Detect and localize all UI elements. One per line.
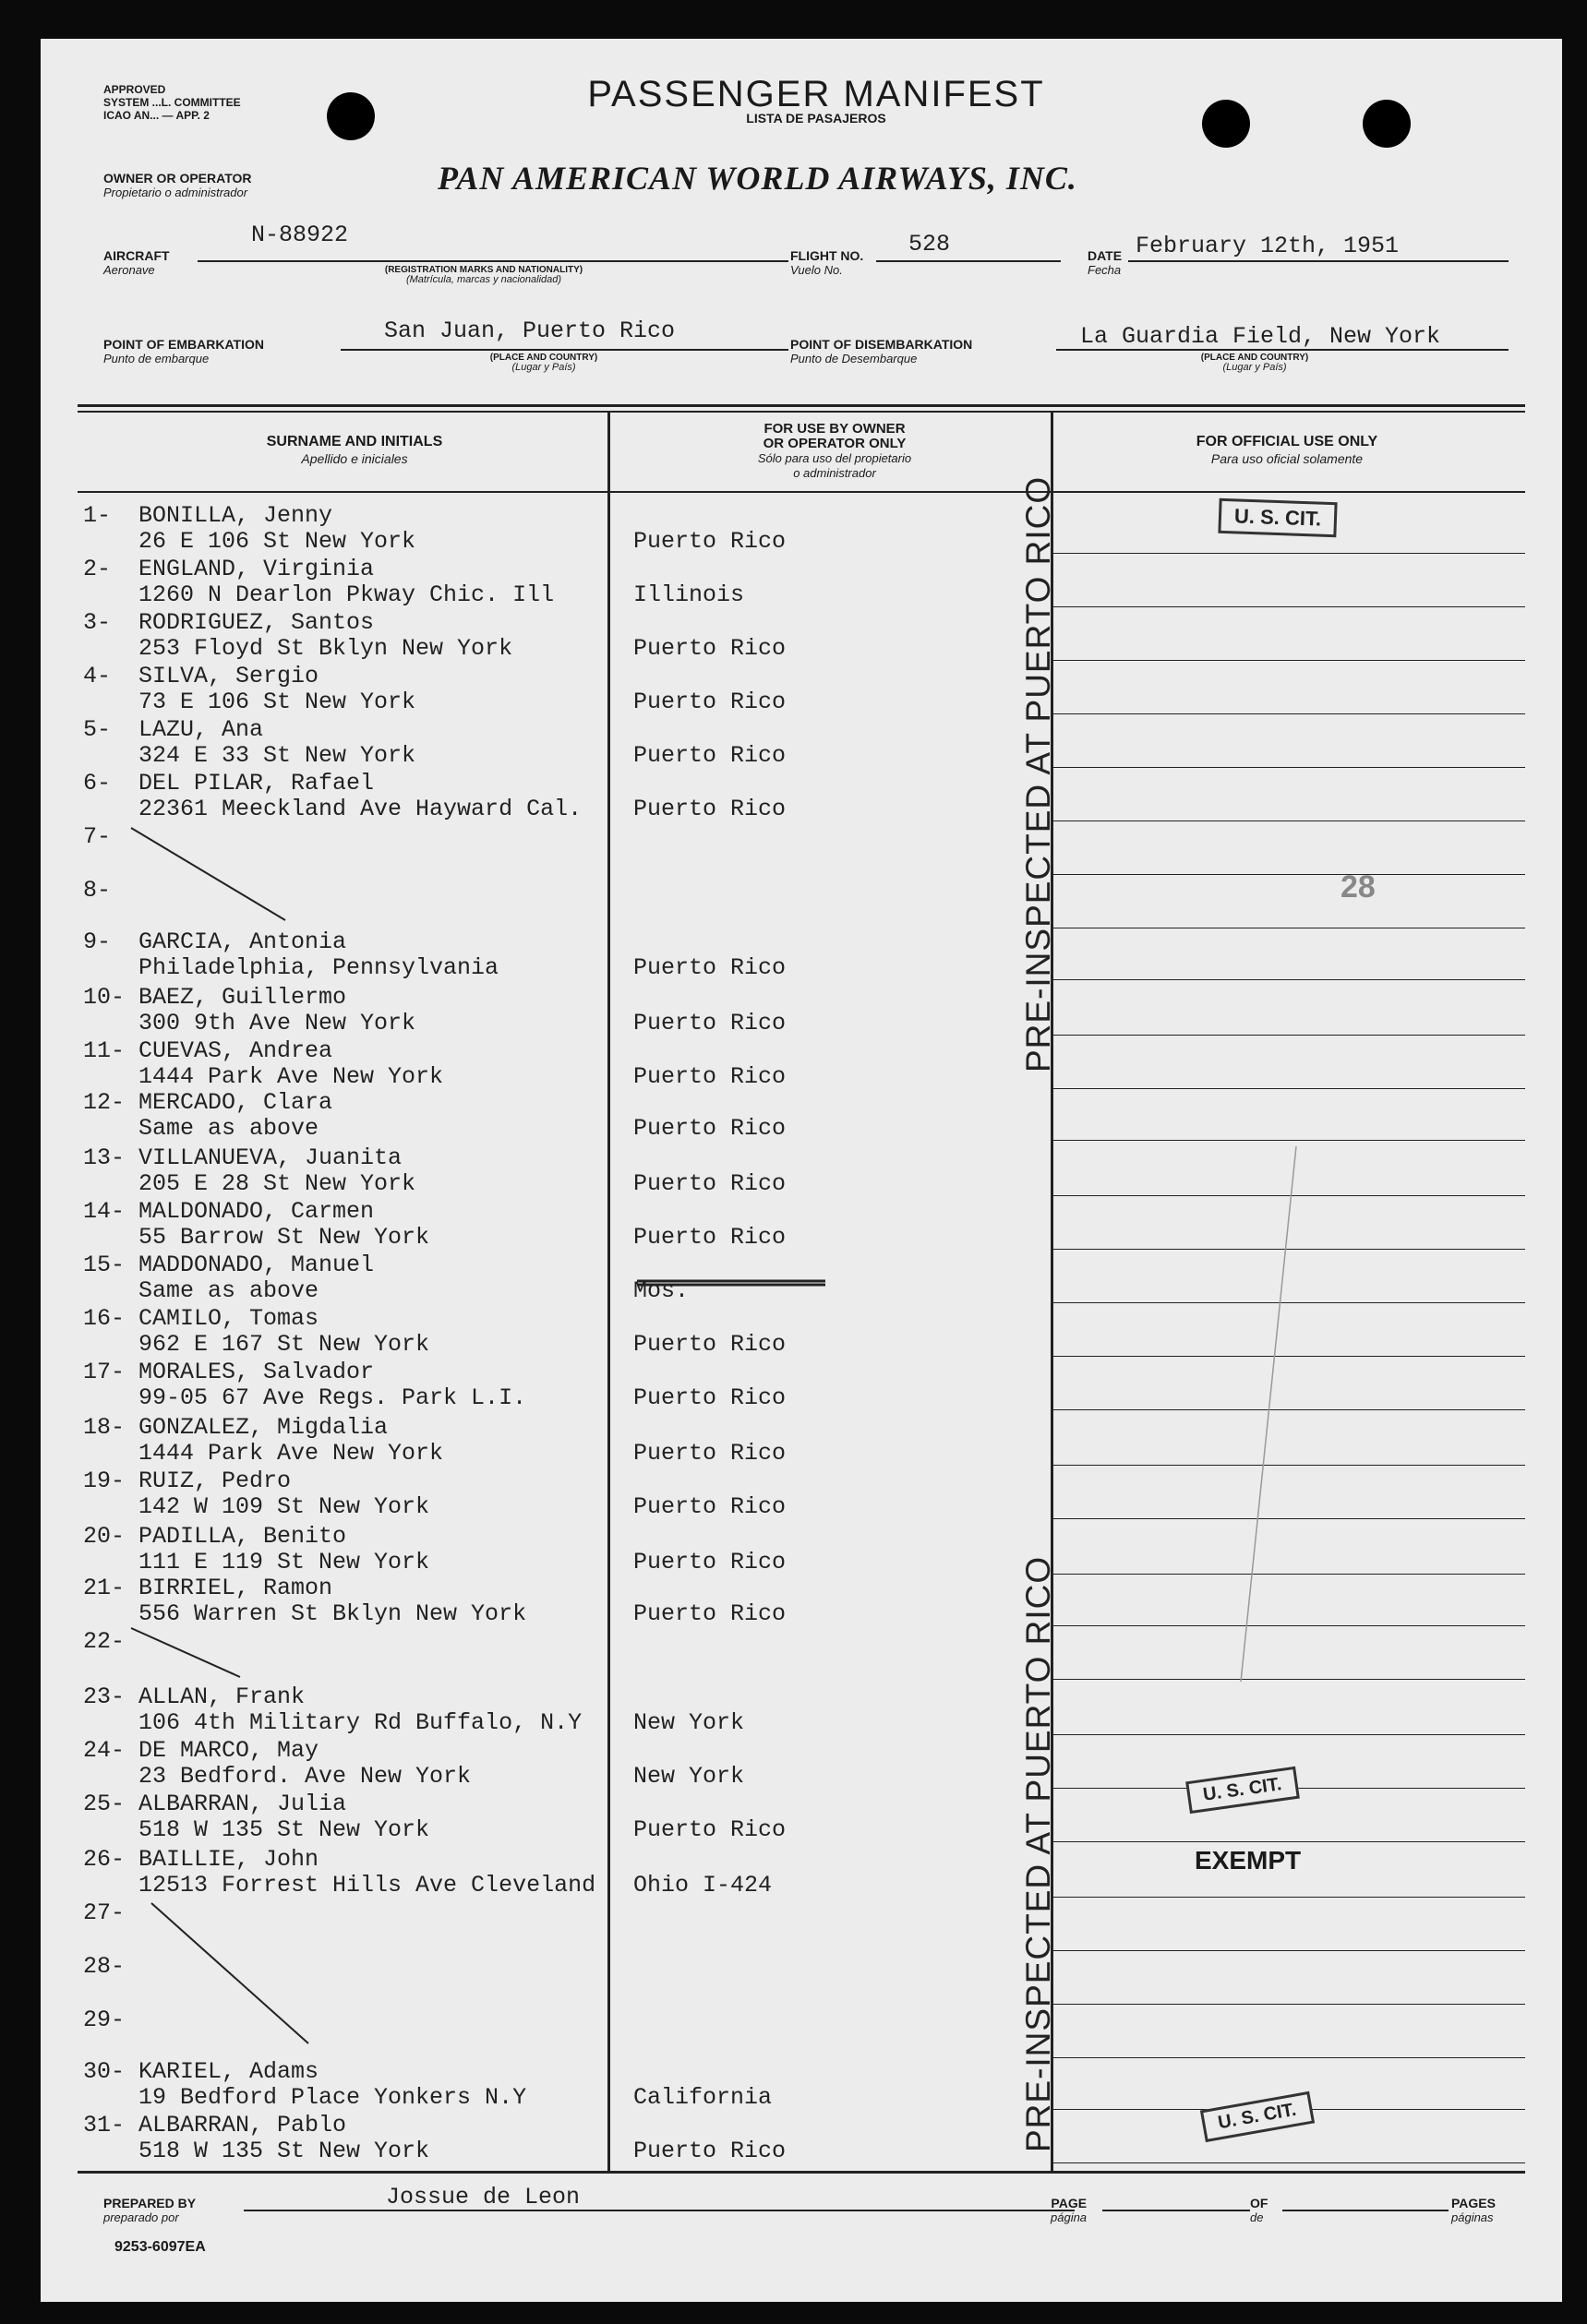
- prepared-by-value: Jossue de Leon: [386, 2184, 581, 2210]
- operator-header-es-line: Sólo para uso del propietario: [757, 451, 912, 465]
- place-caption-en: (PLACE AND COUNTRY): [1200, 353, 1309, 363]
- strike-line: [151, 1903, 308, 2043]
- passenger-name: DE MARCO, May: [138, 1737, 319, 1764]
- passenger-address: 26 E 106 St New York: [138, 528, 416, 555]
- row-number: 25-: [83, 1791, 126, 1817]
- row-number: 18-: [83, 1414, 126, 1441]
- row-number: 6-: [83, 770, 112, 797]
- passenger-origin: Puerto Rico: [633, 1440, 787, 1467]
- passenger-address: 1444 Park Ave New York: [138, 1063, 444, 1090]
- row-number: 13-: [83, 1144, 126, 1171]
- row-number: 26-: [83, 1846, 126, 1873]
- passenger-address: 324 E 33 St New York: [138, 742, 416, 769]
- row-number: 10-: [83, 984, 126, 1011]
- passenger-origin: Puerto Rico: [633, 689, 787, 715]
- passenger-origin: Ohio I-424: [633, 1872, 773, 1899]
- passenger-name: SILVA, Sergio: [138, 663, 319, 689]
- row-number: 19-: [83, 1467, 126, 1494]
- passenger-name: ALBARRAN, Julia: [138, 1791, 347, 1817]
- aircraft-value: N-88922: [251, 222, 349, 248]
- prepared-line: [244, 2210, 1075, 2211]
- owner-label-en: OWNER OR OPERATOR: [103, 171, 252, 186]
- passenger-count: 28: [1341, 869, 1376, 904]
- of-label-es: de: [1250, 2210, 1264, 2224]
- passenger-origin: Puerto Rico: [633, 1063, 787, 1090]
- date-label-es: Fecha: [1088, 263, 1122, 277]
- passenger-name: ALLAN, Frank: [138, 1683, 306, 1710]
- operator-name: PAN AMERICAN WORLD AIRWAYS, INC.: [438, 160, 1077, 197]
- preinspected-stamp: PRE-INSPECTED AT PUERTO RICO: [1019, 475, 1057, 1072]
- row-number: 7-: [83, 823, 112, 850]
- passenger-origin: California: [633, 2084, 773, 2111]
- row-number: 5-: [83, 716, 112, 743]
- row-number: 21-: [83, 1575, 126, 1601]
- official-header-en: FOR OFFICIAL USE ONLY: [1196, 434, 1378, 449]
- passenger-name: RUIZ, Pedro: [138, 1467, 292, 1494]
- page-label-es: página: [1051, 2210, 1088, 2224]
- passenger-origin: Puerto Rico: [633, 742, 787, 769]
- passenger-origin: Puerto Rico: [633, 1549, 787, 1575]
- prepared-label-en: PREPARED BY: [103, 2196, 197, 2210]
- passenger-name: MORALES, Salvador: [138, 1359, 375, 1385]
- passenger-name: LAZU, Ana: [138, 716, 264, 743]
- row-number: 20-: [83, 1523, 126, 1550]
- owner-label-es: Propietario o administrador: [103, 186, 248, 199]
- pages-label-en: PAGES: [1451, 2196, 1496, 2210]
- passenger-origin: Puerto Rico: [633, 528, 787, 555]
- blank-row-strikes: [41, 39, 1562, 2302]
- passenger-address: Same as above: [138, 1115, 319, 1142]
- passenger-address: 23 Bedford. Ave New York: [138, 1763, 472, 1790]
- row-number: 4-: [83, 663, 112, 689]
- form-number: 9253-6097EA: [114, 2239, 206, 2255]
- row-number: 28-: [83, 1953, 126, 1980]
- flight-value: 528: [908, 231, 951, 258]
- passenger-origin: Mos.: [633, 1277, 690, 1304]
- pencil-mark: [1241, 1146, 1296, 1682]
- passenger-address: 73 E 106 St New York: [138, 689, 416, 715]
- row-number: 1-: [83, 502, 112, 529]
- passenger-address: 142 W 109 St New York: [138, 1493, 430, 1520]
- page-label-en: PAGE: [1051, 2196, 1088, 2210]
- passenger-name: GONZALEZ, Migdalia: [138, 1414, 389, 1441]
- passenger-origin: Puerto Rico: [633, 635, 787, 662]
- passenger-address: 1444 Park Ave New York: [138, 1440, 444, 1467]
- passenger-name: RODRIGUEZ, Santos: [138, 609, 375, 636]
- disembark-label-en: POINT OF DISEMBARKATION: [790, 337, 973, 352]
- us-cit-stamp: U. S. CIT.: [1218, 498, 1337, 537]
- passenger-address: 106 4th Military Rd Buffalo, N.Y: [138, 1709, 583, 1736]
- passenger-address: 1260 N Dearlon Pkway Chic. Ill: [138, 581, 555, 608]
- passenger-address: 300 9th Ave New York: [138, 1010, 416, 1036]
- passenger-origin: Illinois: [633, 581, 745, 608]
- manifest-title-es: LISTA DE PASAJEROS: [746, 111, 886, 126]
- page-line: [1102, 2210, 1250, 2211]
- passenger-address: 556 Warren St Bklyn New York: [138, 1600, 527, 1627]
- us-cit-stamp: U. S. CIT.: [1200, 2091, 1315, 2142]
- passenger-origin: Puerto Rico: [633, 1384, 787, 1411]
- row-number: 9-: [83, 928, 112, 955]
- place-caption-es: (Lugar y País): [511, 362, 576, 373]
- place-caption-en: (PLACE AND COUNTRY): [489, 353, 598, 363]
- passenger-address: 518 W 135 St New York: [138, 2138, 430, 2164]
- manifest-sheet: [41, 39, 1562, 2302]
- flight-label-en: FLIGHT NO.: [790, 248, 864, 263]
- preinspected-stamp: PRE-INSPECTED AT PUERTO RICO: [1019, 1555, 1057, 2152]
- passenger-origin: Puerto Rico: [633, 1010, 787, 1036]
- passenger-name: BAEZ, Guillermo: [138, 984, 347, 1011]
- passenger-address: Same as above: [138, 1277, 319, 1304]
- embark-label-es: Punto de embarque: [103, 352, 210, 365]
- passenger-name: KARIEL, Adams: [138, 2058, 319, 2085]
- approval-line: ICAO AN... — APP. 2: [103, 109, 210, 122]
- scribble-overwrite: [637, 1281, 825, 1285]
- row-number: 8-: [83, 877, 112, 904]
- approval-line: SYSTEM ...L. COMMITTEE: [103, 96, 241, 109]
- passenger-name: ENGLAND, Virginia: [138, 556, 375, 582]
- flight-label-es: Vuelo No.: [790, 263, 843, 277]
- manifest-title: PASSENGER MANIFEST: [587, 74, 1045, 114]
- row-number: 27-: [83, 1899, 126, 1926]
- row-number: 31-: [83, 2112, 126, 2138]
- row-number: 2-: [83, 556, 112, 582]
- passenger-address: 55 Barrow St New York: [138, 1224, 430, 1251]
- row-number: 15-: [83, 1252, 126, 1278]
- passenger-address: 205 E 28 St New York: [138, 1170, 416, 1197]
- passenger-name: PADILLA, Benito: [138, 1523, 347, 1550]
- passenger-name: CAMILO, Tomas: [138, 1305, 319, 1332]
- passenger-name: BONILLA, Jenny: [138, 502, 333, 529]
- passenger-name: GARCIA, Antonia: [138, 928, 347, 955]
- passenger-name: BAILLIE, John: [138, 1846, 319, 1873]
- passenger-address: 111 E 119 St New York: [138, 1549, 430, 1575]
- passenger-origin: Puerto Rico: [633, 1816, 787, 1843]
- place-caption-es: (Lugar y País): [1222, 362, 1287, 373]
- passenger-origin: Puerto Rico: [633, 954, 787, 981]
- passenger-address: 19 Bedford Place Yonkers N.Y: [138, 2084, 527, 2111]
- passenger-origin: Puerto Rico: [633, 1115, 787, 1142]
- row-number: 3-: [83, 609, 112, 636]
- passenger-origin: Puerto Rico: [633, 1170, 787, 1197]
- passenger-origin: Puerto Rico: [633, 796, 787, 822]
- prepared-label-es: preparado por: [103, 2210, 179, 2224]
- date-value: February 12th, 1951: [1136, 233, 1400, 259]
- date-label-en: DATE: [1088, 248, 1123, 263]
- strike-line: [131, 828, 285, 920]
- row-number: 22-: [83, 1628, 126, 1655]
- passenger-name: MADDONADO, Manuel: [138, 1252, 375, 1278]
- row-number: 12-: [83, 1089, 126, 1116]
- row-number: 17-: [83, 1359, 126, 1385]
- aircraft-label-en: AIRCRAFT: [103, 248, 170, 263]
- row-number: 16-: [83, 1305, 126, 1332]
- operator-header-line: OR OPERATOR ONLY: [763, 436, 907, 451]
- exempt-stamp: EXEMPT: [1195, 1846, 1302, 1875]
- registration-caption-en: (REGISTRATION MARKS AND NATIONALITY): [384, 265, 583, 275]
- passenger-address: Philadelphia, Pennsylvania: [138, 954, 499, 981]
- pages-label: [1451, 2197, 1496, 2224]
- passenger-address: 962 E 167 St New York: [138, 1331, 430, 1358]
- passenger-name: MERCADO, Clara: [138, 1089, 333, 1116]
- official-header-es: Para uso oficial solamente: [1210, 451, 1364, 466]
- passenger-name: MALDONADO, Carmen: [138, 1198, 375, 1225]
- passenger-address: 518 W 135 St New York: [138, 1816, 430, 1843]
- aircraft-label-es: Aeronave: [103, 263, 155, 277]
- passenger-origin: Puerto Rico: [633, 1331, 787, 1358]
- prepared-label: [103, 2197, 196, 2224]
- disembark-value: La Guardia Field, New York: [1080, 323, 1441, 350]
- passenger-name: ALBARRAN, Pablo: [138, 2112, 347, 2138]
- embark-value: San Juan, Puerto Rico: [384, 317, 676, 344]
- operator-header-line: FOR USE BY OWNER: [763, 421, 906, 437]
- embark-label-en: POINT OF EMBARKATION: [103, 337, 264, 352]
- passenger-origin: New York: [633, 1709, 745, 1736]
- surname-header-en: SURNAME AND INITIALS: [266, 434, 443, 449]
- strike-line: [131, 1628, 240, 1677]
- of-label: [1250, 2197, 1268, 2224]
- passenger-name: DEL PILAR, Rafael: [138, 770, 375, 797]
- passenger-name: VILLANUEVA, Juanita: [138, 1144, 403, 1171]
- registration-caption-es: (Matrícula, marcas y nacionalidad): [405, 274, 562, 285]
- disembark-label-es: Punto de Desembarque: [790, 352, 918, 365]
- passenger-origin: New York: [633, 1763, 745, 1790]
- operator-header-es-line: o administrador: [793, 466, 876, 480]
- us-cit-stamp: U. S. CIT.: [1185, 1767, 1299, 1814]
- row-number: 14-: [83, 1198, 126, 1225]
- passenger-address: 12513 Forrest Hills Ave Cleveland: [138, 1872, 596, 1899]
- of-line: [1282, 2210, 1449, 2211]
- row-number: 30-: [83, 2058, 126, 2085]
- passenger-name: CUEVAS, Andrea: [138, 1037, 333, 1064]
- passenger-address: 22361 Meeckland Ave Hayward Cal.: [138, 796, 583, 822]
- passenger-origin: Puerto Rico: [633, 1224, 787, 1251]
- row-number: 24-: [83, 1737, 126, 1764]
- pages-label-es: páginas: [1451, 2210, 1494, 2224]
- row-number: 11-: [83, 1037, 126, 1064]
- row-number: 29-: [83, 2007, 126, 2033]
- passenger-origin: Puerto Rico: [633, 1600, 787, 1627]
- page-label: [1051, 2197, 1087, 2224]
- of-label-en: OF: [1250, 2196, 1268, 2210]
- passenger-name: BIRRIEL, Ramon: [138, 1575, 333, 1601]
- passenger-origin: Puerto Rico: [633, 1493, 787, 1520]
- passenger-address: 253 Floyd St Bklyn New York: [138, 635, 513, 662]
- approval-line: APPROVED: [103, 83, 166, 96]
- passenger-address: 99-05 67 Ave Regs. Park L.I.: [138, 1384, 527, 1411]
- surname-header-es: Apellido e iniciales: [301, 451, 408, 466]
- passenger-origin: Puerto Rico: [633, 2138, 787, 2164]
- row-number: 23-: [83, 1683, 126, 1710]
